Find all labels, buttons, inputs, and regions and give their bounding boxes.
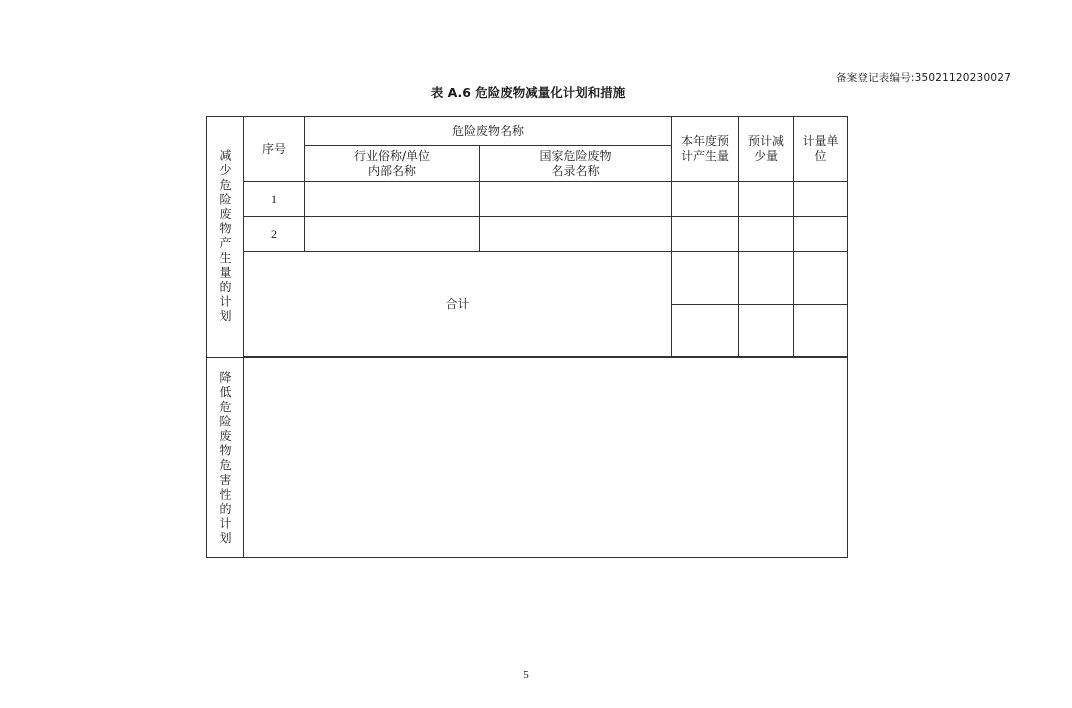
table-title: 表 A.6 危险废物减量化计划和措施 [430,85,626,100]
cell-total-annual-2 [672,305,739,357]
header-waste-name: 危险废物名称 [305,117,672,146]
cell-industry-name-1 [305,182,480,217]
cell-reduction-2 [739,217,794,252]
cell-annual-amount-1 [672,182,739,217]
cell-reduction-1 [739,182,794,217]
cell-total-reduction-2 [739,305,794,357]
cell-unit-1 [794,182,848,217]
section-reduce-amount-label [207,117,244,358]
cell-total-annual-1 [672,252,739,305]
waste-reduction-table [206,116,848,558]
header-annual-amount-line1: 本年度预 [681,134,730,148]
header-reduction-line1: 预计减 [748,134,785,148]
header-unit-line1: 计量单 [802,134,839,148]
header-annual-amount-line2: 计产生量 [681,149,730,163]
cell-total-reduction-1 [739,252,794,305]
section-reduce-amount-text: 减少危险废物产生量的计划 [218,149,232,325]
header-industry-name-line1: 行业俗称/单位 [353,148,431,163]
hazard-reduction-content [244,358,848,558]
header-unit [794,117,848,182]
cell-total-unit-1 [794,252,848,305]
table-row [207,217,848,252]
section-reduce-hazard-label [207,358,244,558]
cell-national-name-2 [480,217,672,252]
header-seq: 序号 [244,117,305,182]
table-row [207,182,848,217]
registration-number: 备案登记表编号:35021120230027 [836,72,1011,84]
total-label: 合计 [244,252,672,357]
cell-national-name-1 [480,182,672,217]
row-seq-2: 2 [244,217,305,252]
header-reduction [739,117,794,182]
header-reduction-line2: 少量 [754,149,779,163]
header-industry-name-line2: 内部名称 [367,163,416,178]
cell-unit-2 [794,217,848,252]
header-national-name-line2: 名录名称 [551,163,600,178]
section-reduce-hazard-text: 降低危险废物危害性的计划 [218,371,232,547]
header-national-name [480,146,672,182]
header-industry-name [305,146,480,182]
row-seq-1: 1 [244,182,305,217]
page-number: 5 [523,669,529,681]
cell-total-unit-2 [794,305,848,357]
header-annual-amount [672,117,739,182]
cell-industry-name-2 [305,217,480,252]
header-unit-line2: 位 [814,149,827,163]
cell-annual-amount-2 [672,217,739,252]
header-national-name-line1: 国家危险废物 [539,148,612,163]
